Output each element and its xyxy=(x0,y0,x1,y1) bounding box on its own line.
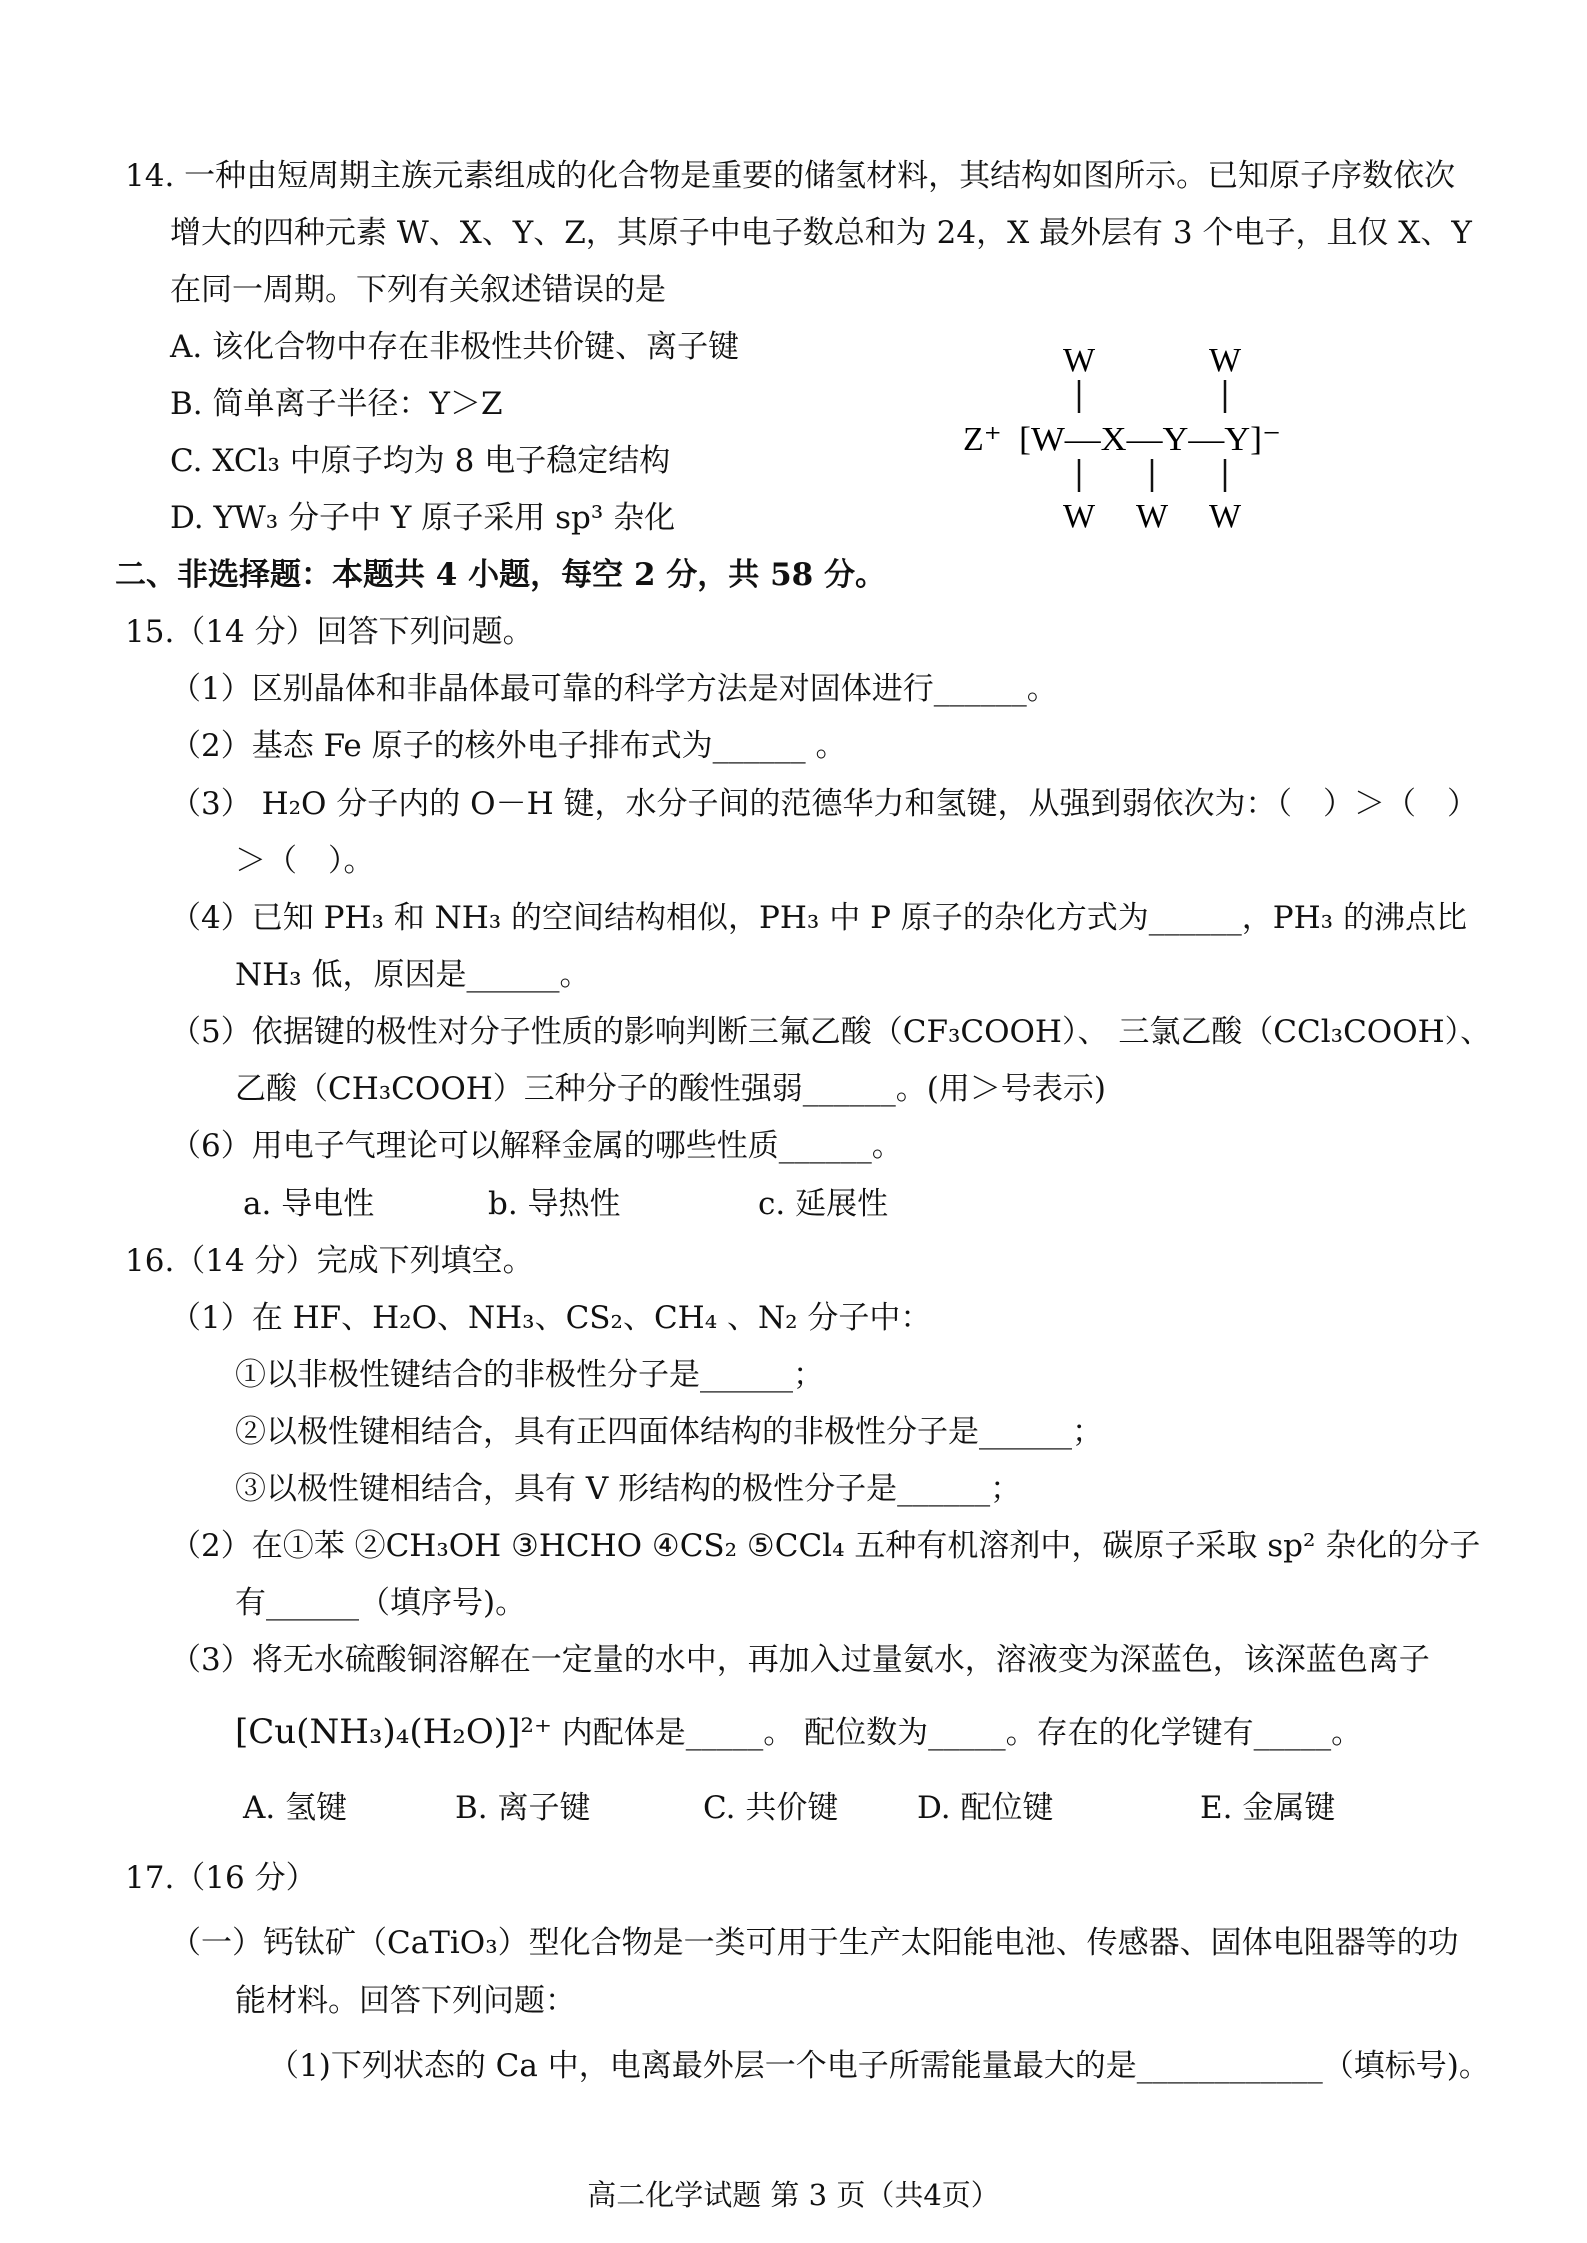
q15-part5-line2: 乙酸（CH₃COOH）三种分子的酸性强弱______。(用＞号表示) xyxy=(235,1071,1106,1107)
q16-part2-line1: （2）在①苯 ②CH₃OH ③HCHO ④CS₂ ⑤CCl₄ 五种有机溶剂中，碳原子采取 sp² 杂化的分子 xyxy=(170,1528,1481,1564)
q15-option-b: b. 导热性 xyxy=(488,1186,621,1222)
q17-part1-line2: 能材料。回答下列问题： xyxy=(235,1983,576,2019)
q14-option-b: B. 简单离子半径：Y＞Z xyxy=(170,386,503,422)
q16-part3-text: 内配体是_____。 配位数为_____。存在的化学键有_____。 xyxy=(551,1715,1363,1751)
q16-part2-line2: 有______（填序号)。 xyxy=(235,1585,527,1621)
q16-option-c: C. 共价键 xyxy=(703,1790,839,1826)
q15-part5-line1: （5）依据键的极性对分子性质的影响判断三氟乙酸（CF₃COOH）、 三氯乙酸（CCl₃COOH）、 xyxy=(170,1014,1492,1050)
q14-option-d: D. YW₃ 分子中 Y 原子采用 sp³ 杂化 xyxy=(170,500,676,536)
q16-option-d: D. 配位键 xyxy=(917,1790,1054,1826)
q16-part1-sub2: ②以极性键相结合，具有正四面体结构的非极性分子是______； xyxy=(235,1414,1103,1450)
q16-option-e: E. 金属键 xyxy=(1200,1790,1336,1826)
q15-part6: （6）用电子气理论可以解释金属的哪些性质______。 xyxy=(170,1128,903,1164)
q14-stem-line3: 在同一周期。下列有关叙述错误的是 xyxy=(170,272,666,308)
q17-part1-line1: （一）钙钛矿（CaTiO₃）型化合物是一类可用于生产太阳能电池、传感器、固体电阻器等的功 xyxy=(170,1925,1459,1961)
page-footer: 高二化学试题 第 3 页（共4页） xyxy=(587,2178,1000,2212)
q17-subquestion-1: （1)下列状态的 Ca 中，电离最外层一个电子所需能量最大的是____________（填标号)。 xyxy=(268,2048,1490,2084)
q17-title: 17.（16 分） xyxy=(125,1860,317,1896)
q14-structure-diagram xyxy=(955,335,1335,545)
q16-option-b: B. 离子键 xyxy=(455,1790,591,1826)
structure-bottom-w1: W xyxy=(1062,498,1096,535)
q15-part3-line1: （3） H₂O 分子内的 O－H 键，水分子间的范德华力和氢键，从强到弱依次为：（ ）＞（ ） xyxy=(170,786,1478,822)
q15-part4-line2: NH₃ 低，原因是______。 xyxy=(235,957,591,993)
structure-anion-chain: [W—X—Y—Y]⁻ xyxy=(1019,421,1281,458)
q16-part3-line2 xyxy=(235,1712,1362,1753)
q15-part4-line1: （4）已知 PH₃ 和 NH₃ 的空间结构相似，PH₃ 中 P 原子的杂化方式为______，PH₃ 的沸点比 xyxy=(170,900,1467,936)
q14-option-c: C. XCl₃ 中原子均为 8 电子稳定结构 xyxy=(170,443,671,479)
q16-part1: （1）在 HF、H₂O、NH₃、CS₂、CH₄ 、N₂ 分子中： xyxy=(170,1300,932,1336)
q15-part1: （1）区别晶体和非晶体最可靠的科学方法是对固体进行______。 xyxy=(170,671,1058,707)
q15-option-c: c. 延展性 xyxy=(758,1186,889,1222)
q14-stem-line1: 14. 一种由短周期主族元素组成的化合物是重要的储氢材料，其结构如图所示。已知原子序数依次 xyxy=(125,158,1456,194)
complex-ion-formula: [Cu(NH₃)₄(H₂O)]²⁺ xyxy=(235,1712,552,1752)
q15-option-a: a. 导电性 xyxy=(243,1186,375,1222)
q16-part1-sub3: ③以极性键相结合，具有 V 形结构的极性分子是______； xyxy=(235,1471,1022,1507)
q15-part2: （2）基态 Fe 原子的核外电子排布式为______ 。 xyxy=(170,728,847,764)
structure-cation: Z⁺ xyxy=(963,421,1002,458)
q16-part1-sub1: ①以非极性键结合的非极性分子是______； xyxy=(235,1357,824,1393)
q14-stem-line2: 增大的四种元素 W、X、Y、Z，其原子中电子数总和为 24，X 最外层有 3 个电子，且仅 X、Y xyxy=(170,215,1472,251)
q15-title: 15.（14 分）回答下列问题。 xyxy=(125,614,534,650)
section-2-heading: 二、非选择题：本题共 4 小题，每空 2 分，共 58 分。 xyxy=(115,557,887,593)
q15-part3-line2: ＞（ ）。 xyxy=(235,843,375,879)
structure-bottom-w2: W xyxy=(1135,498,1169,535)
q16-title: 16.（14 分）完成下列填空。 xyxy=(125,1243,534,1279)
structure-top-w2: W xyxy=(1208,342,1242,379)
q16-part3-line1: （3）将无水硫酸铜溶解在一定量的水中，再加入过量氨水，溶液变为深蓝色，该深蓝色离子 xyxy=(170,1642,1430,1678)
q16-option-a: A. 氢键 xyxy=(243,1790,348,1826)
structure-top-w1: W xyxy=(1062,342,1096,379)
q14-option-a: A. 该化合物中存在非极性共价键、离子键 xyxy=(170,329,740,365)
structure-bottom-w3: W xyxy=(1208,498,1242,535)
